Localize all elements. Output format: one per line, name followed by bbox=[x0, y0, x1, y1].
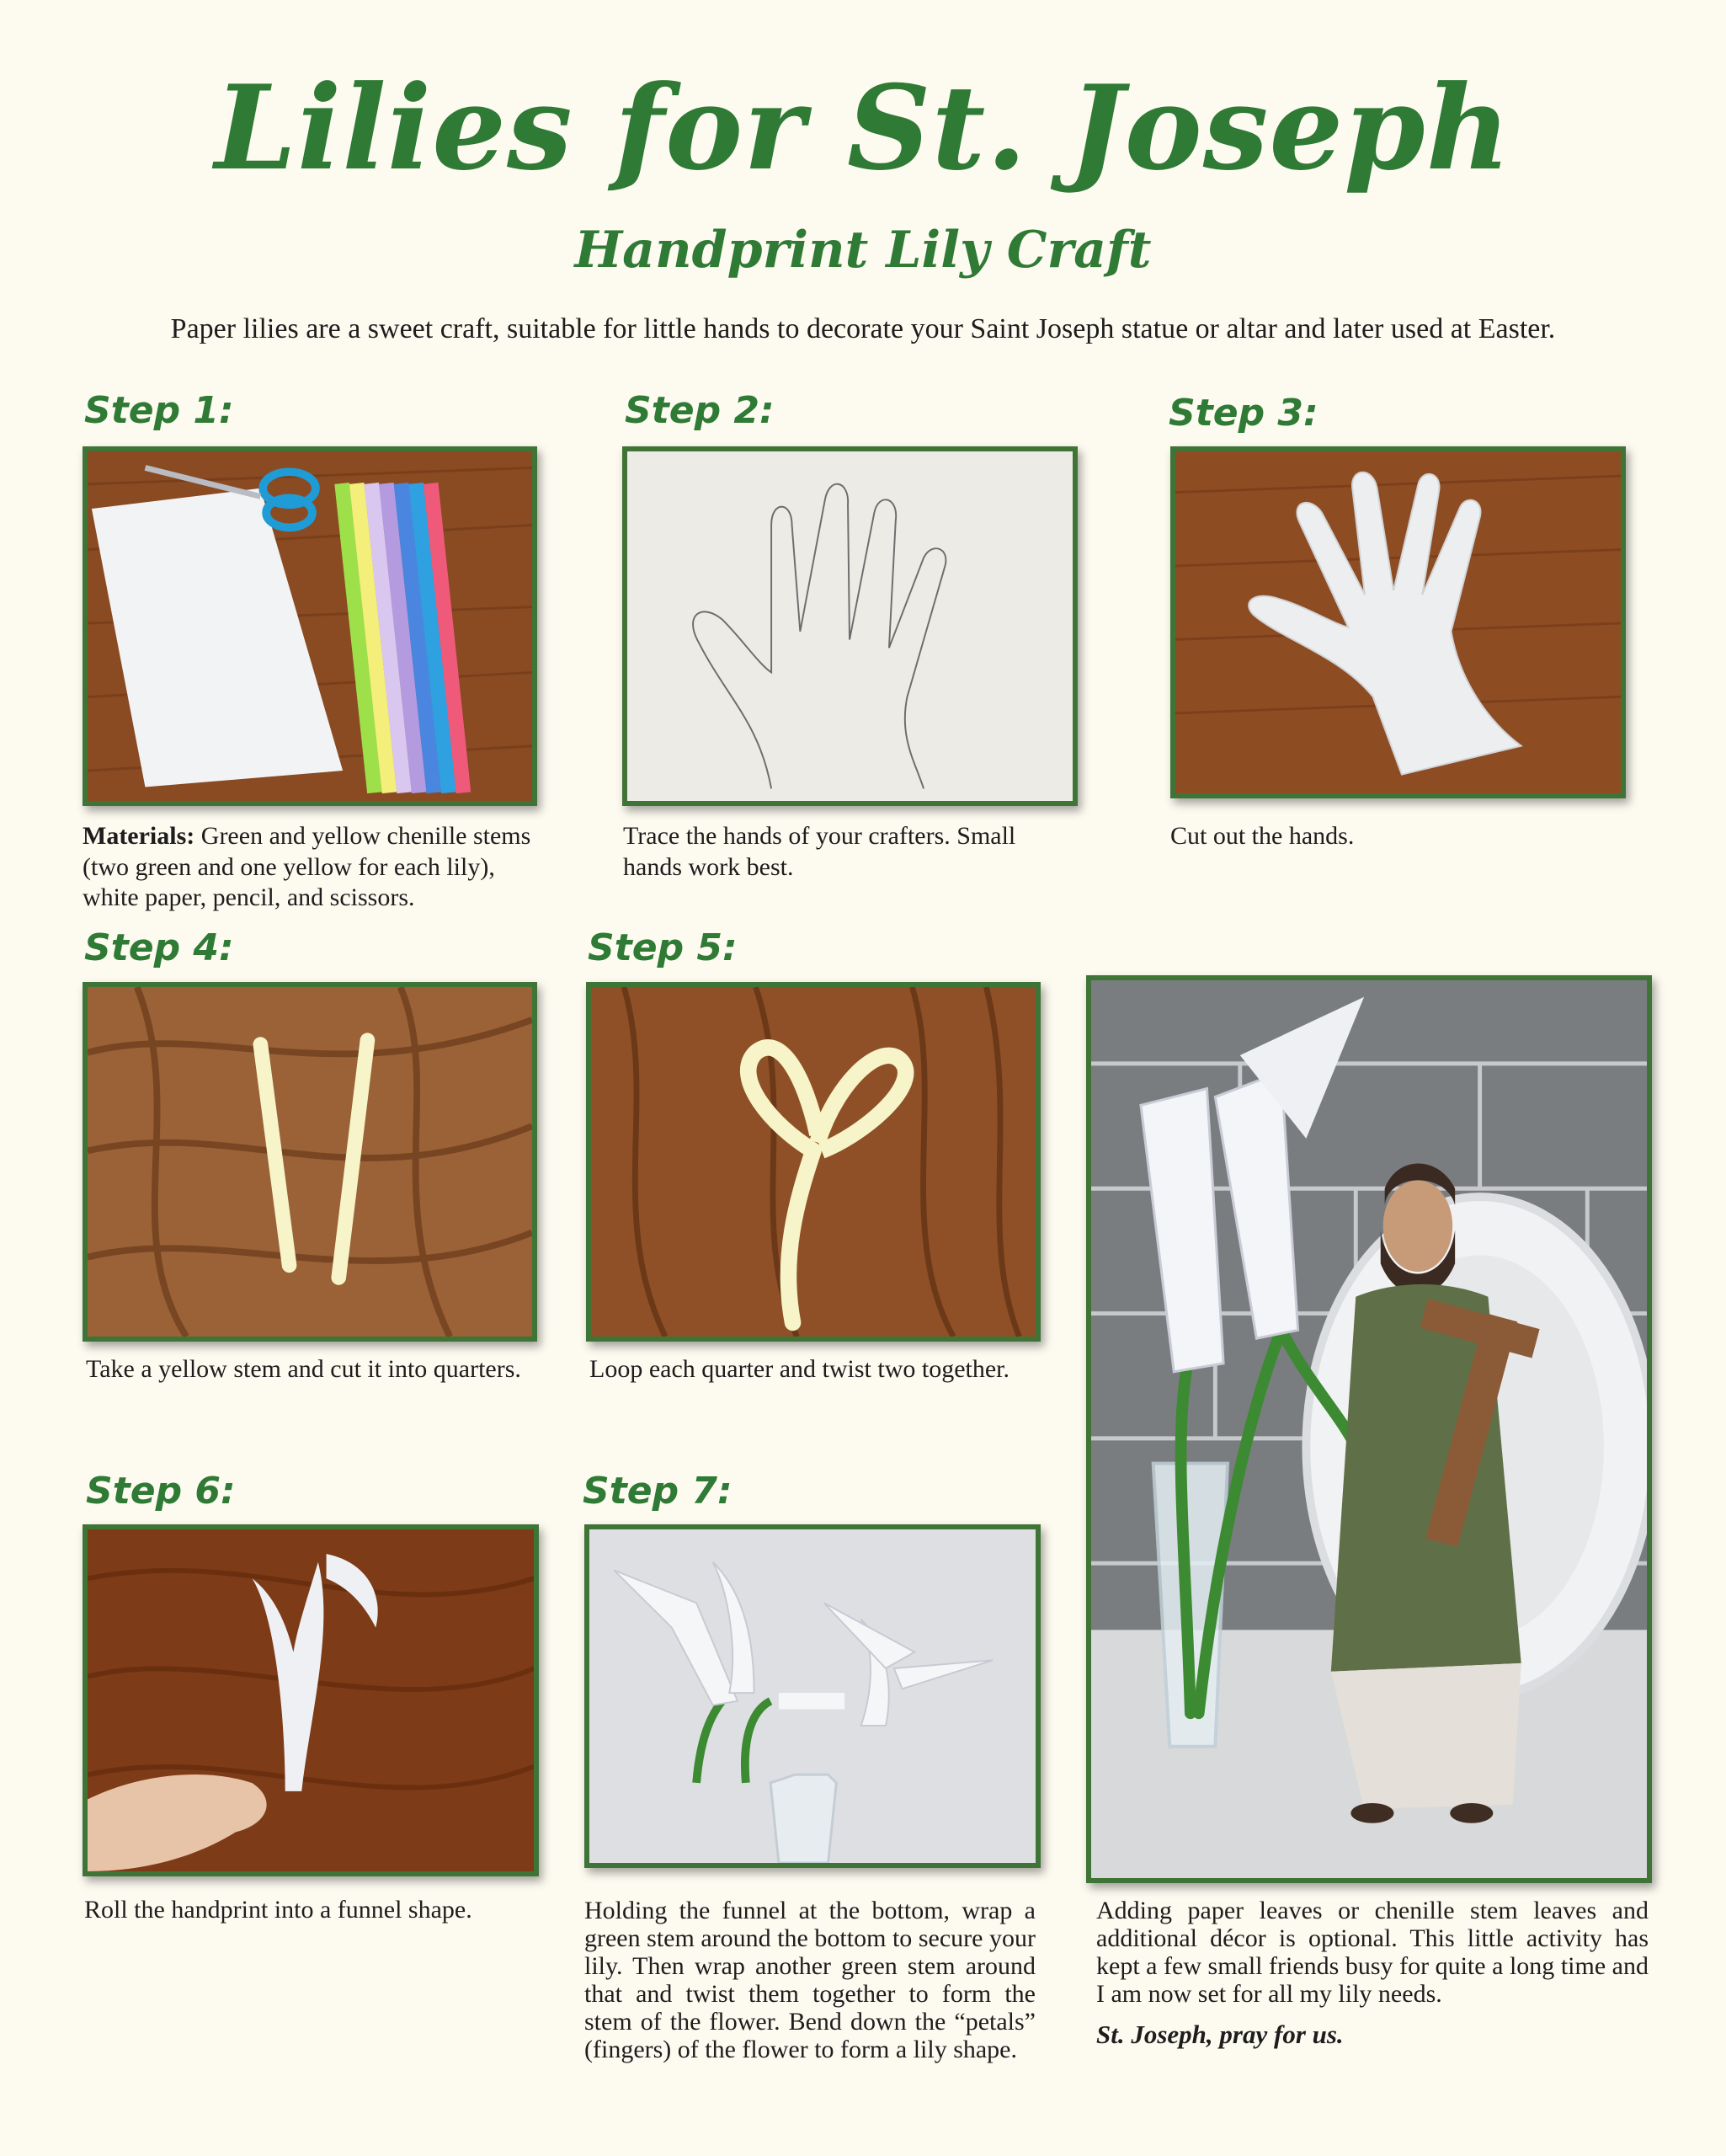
step-2-label: Step 2: bbox=[625, 389, 775, 432]
page-subtitle: Handprint Lily Craft bbox=[574, 221, 1152, 280]
step-6-caption: Roll the handprint into a funnel shape. bbox=[84, 1896, 472, 1924]
step-1-label: Step 1: bbox=[84, 389, 234, 432]
step-5-caption: Loop each quarter and twist two together. bbox=[589, 1355, 1010, 1383]
step-7-label: Step 7: bbox=[583, 1470, 732, 1513]
step-5-label: Step 5: bbox=[588, 926, 738, 969]
step-1-caption: Materials: Green and yellow chenille stems (two green and one yellow for each lily), white paper, pencil, and scissors. bbox=[83, 822, 531, 912]
step-2-photo bbox=[622, 446, 1078, 806]
step-4-label: Step 4: bbox=[84, 926, 234, 969]
step-1-photo bbox=[83, 446, 537, 806]
step-6-label: Step 6: bbox=[86, 1470, 236, 1513]
final-caption: Adding paper leaves or chenille stem leaves and additional décor is optional. This little activity has kept a few small friends busy for quite a long time and I am now set for all my lily needs. bbox=[1096, 1897, 1649, 2008]
page-title: Lilies for St. Joseph bbox=[214, 59, 1512, 196]
closing-prayer: St. Joseph, pray for us. bbox=[1096, 2020, 1344, 2049]
step-7-caption: Holding the funnel at the bottom, wrap a green stem around the bottom to secure your lily. Then wrap another green stem around that and twist them together to form the stem of the flower. Bend down the “petals” (fingers) of the flower to form a lily shape. bbox=[584, 1897, 1036, 2063]
step-4-caption: Take a yellow stem and cut it into quarters. bbox=[86, 1355, 521, 1383]
step-3-caption: Cut out the hands. bbox=[1170, 822, 1355, 850]
intro-text: Paper lilies are a sweet craft, suitable for little hands to decorate your Saint Joseph statue or altar and later used at Easter. bbox=[170, 313, 1556, 344]
step-4-photo bbox=[83, 982, 537, 1342]
step-5-photo bbox=[586, 982, 1041, 1342]
step-3-photo bbox=[1170, 446, 1626, 798]
step-6-photo bbox=[83, 1524, 539, 1876]
step-2-caption: Trace the hands of your crafters. Small hands work best. bbox=[623, 822, 1016, 881]
st-joseph-photo bbox=[1086, 975, 1652, 1883]
step-3-label: Step 3: bbox=[1169, 392, 1318, 435]
step-7-photo bbox=[584, 1524, 1041, 1868]
